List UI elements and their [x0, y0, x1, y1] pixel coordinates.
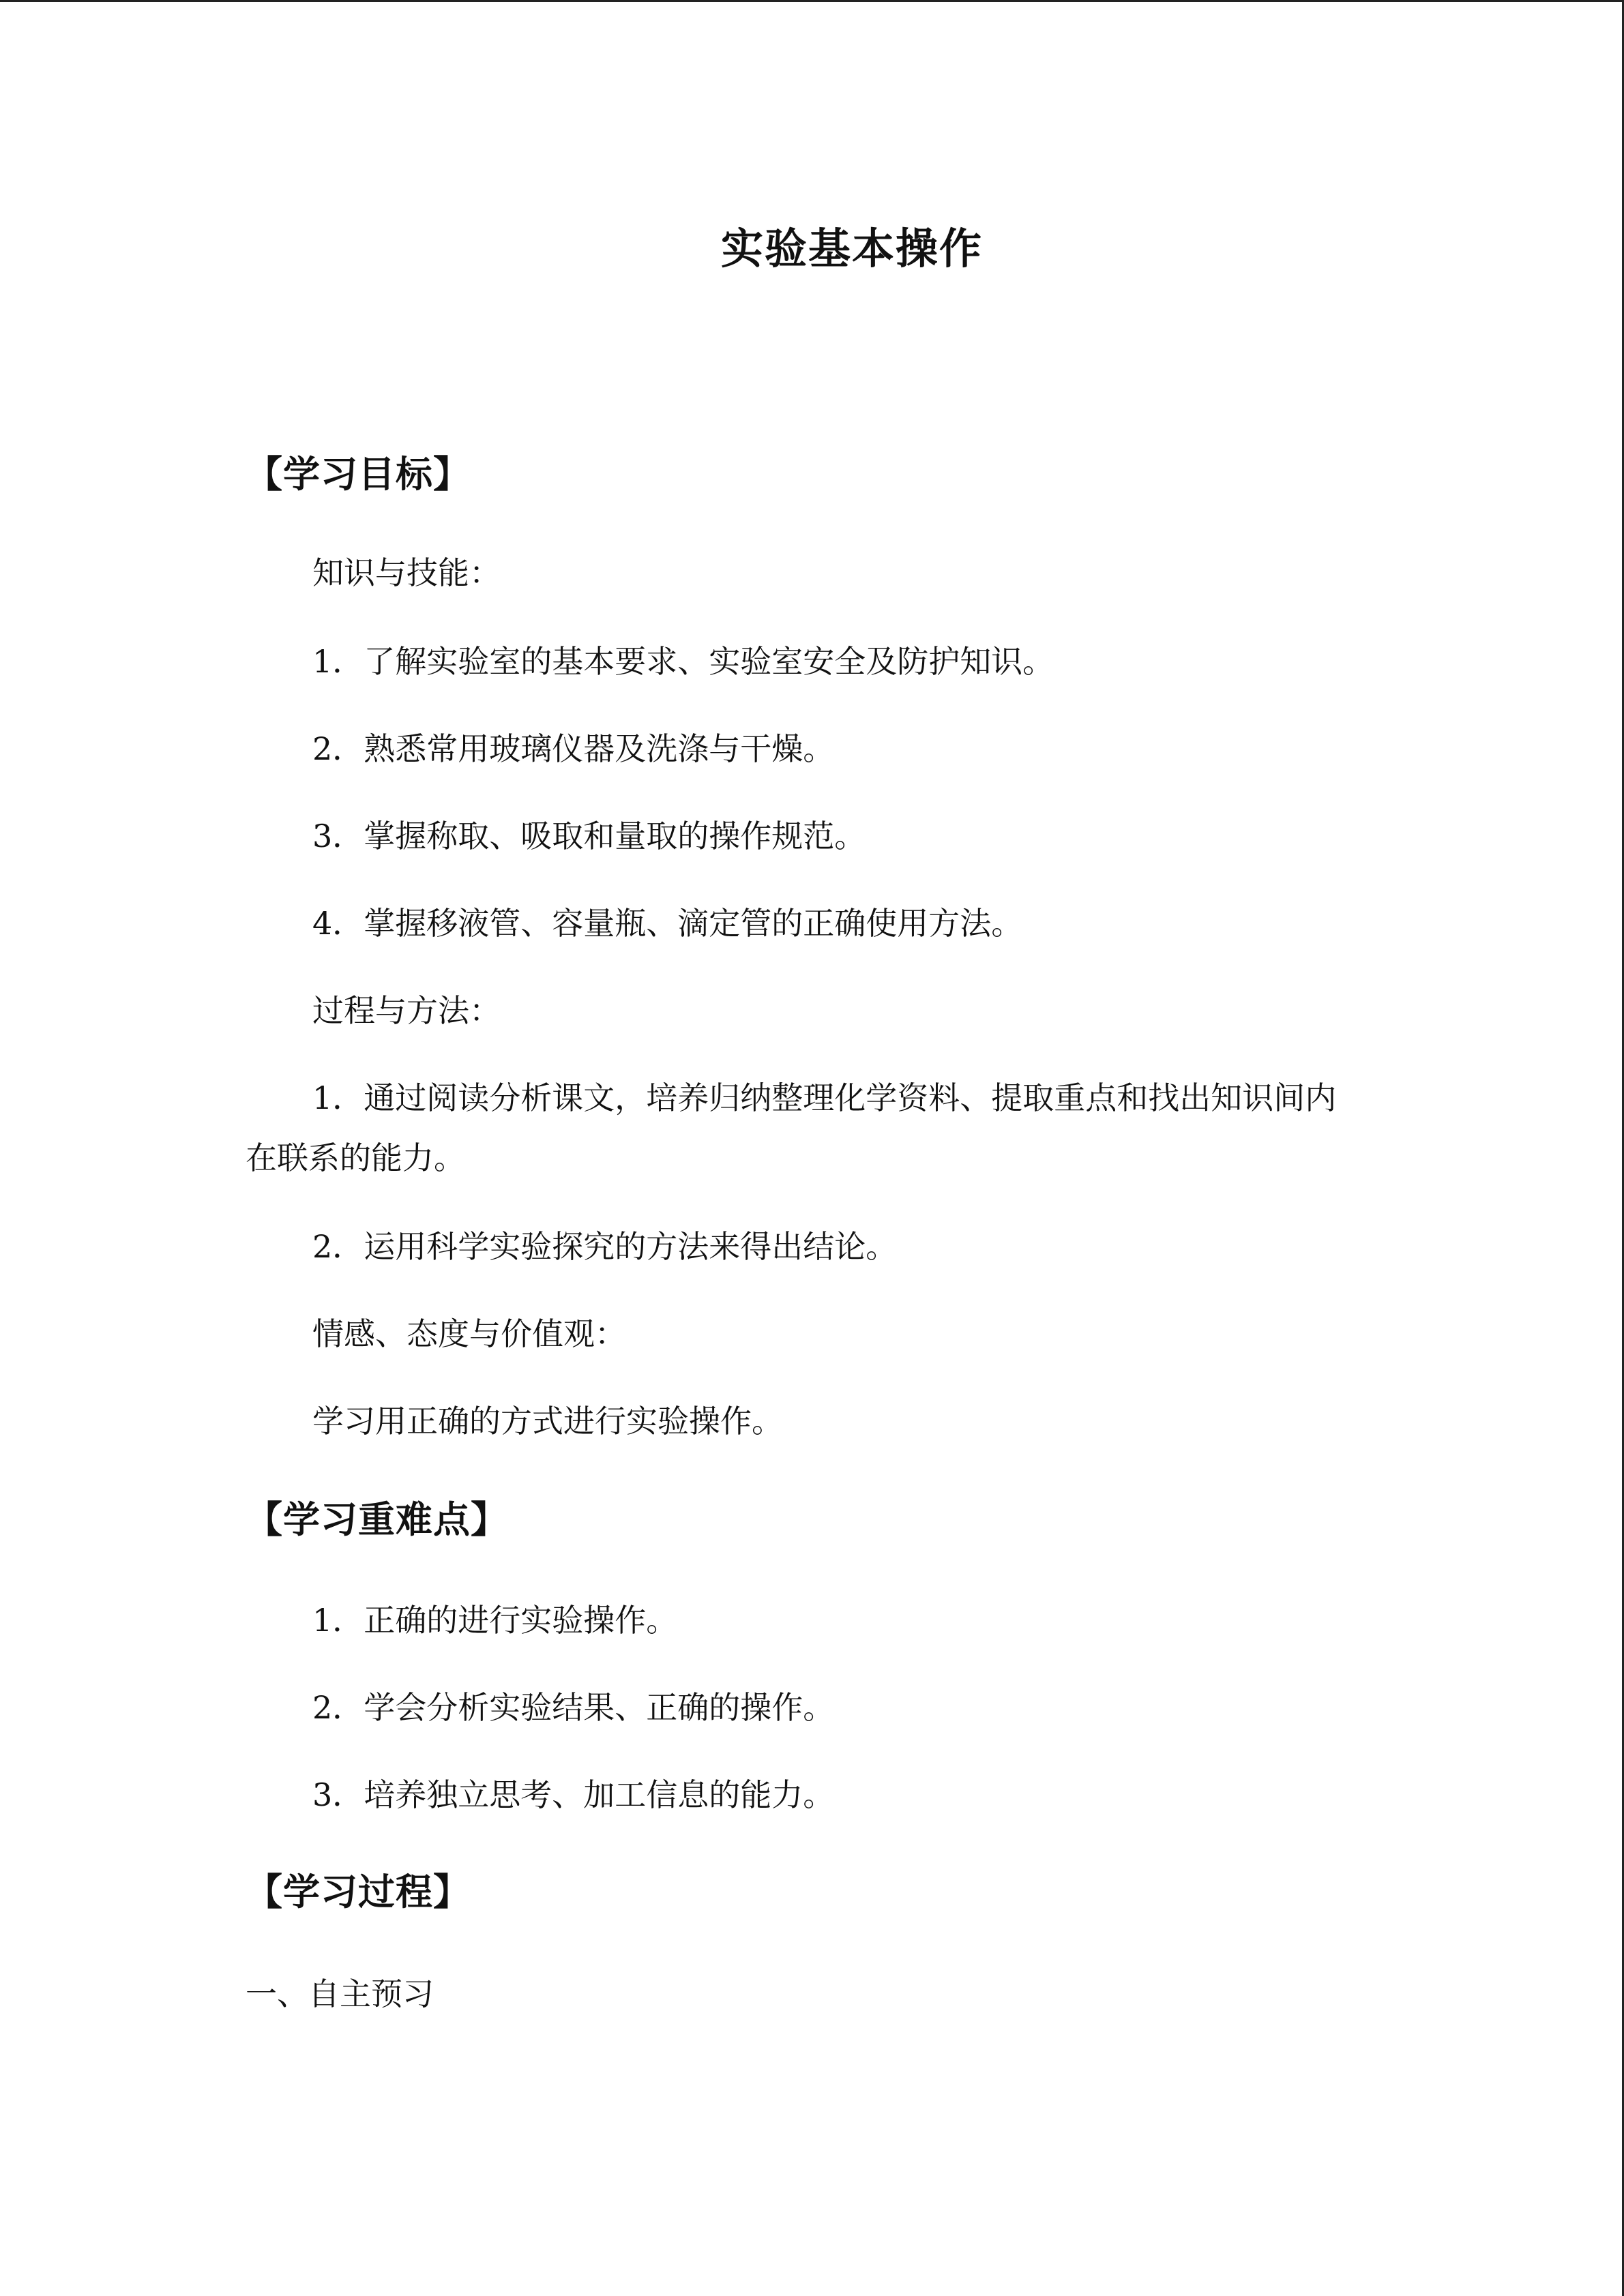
section-heading-objectives: 【学习目标】	[246, 453, 471, 496]
attitude-values-text: 学习用正确的方式进行实验操作。	[312, 1403, 783, 1440]
key-point-item: 3．培养独立思考、加工信息的能力。	[312, 1776, 835, 1813]
attitude-values-label: 情感、态度与价值观：	[312, 1315, 626, 1352]
subsection-heading-self-study: 一、自主预习	[246, 1976, 434, 2012]
process-item-line: 1．通过阅读分析课文，培养归纳整理化学资料、提取重点和找出知识间内	[312, 1079, 1337, 1116]
section-heading-process: 【学习过程】	[246, 1870, 471, 1913]
key-point-item: 2．学会分析实验结果、正确的操作。	[312, 1689, 835, 1726]
knowledge-item: 2．熟悉常用玻璃仪器及洗涤与干燥。	[312, 730, 835, 767]
knowledge-item: 4．掌握移液管、容量瓶、滴定管的正确使用方法。	[312, 905, 1023, 942]
document-title: 实验基本操作	[720, 224, 983, 273]
section-heading-key-points: 【学习重难点】	[246, 1498, 508, 1541]
knowledge-item: 3．掌握称取、吸取和量取的操作规范。	[312, 818, 866, 854]
knowledge-skills-label: 知识与技能：	[312, 554, 501, 591]
process-method-label: 过程与方法：	[312, 992, 501, 1029]
process-item-line: 在联系的能力。	[246, 1139, 465, 1176]
key-point-item: 1．正确的进行实验操作。	[312, 1602, 678, 1639]
process-item-line: 2．运用科学实验探究的方法来得出结论。	[312, 1228, 898, 1265]
knowledge-item: 1．了解实验室的基本要求、实验室安全及防护知识。	[312, 643, 1054, 680]
